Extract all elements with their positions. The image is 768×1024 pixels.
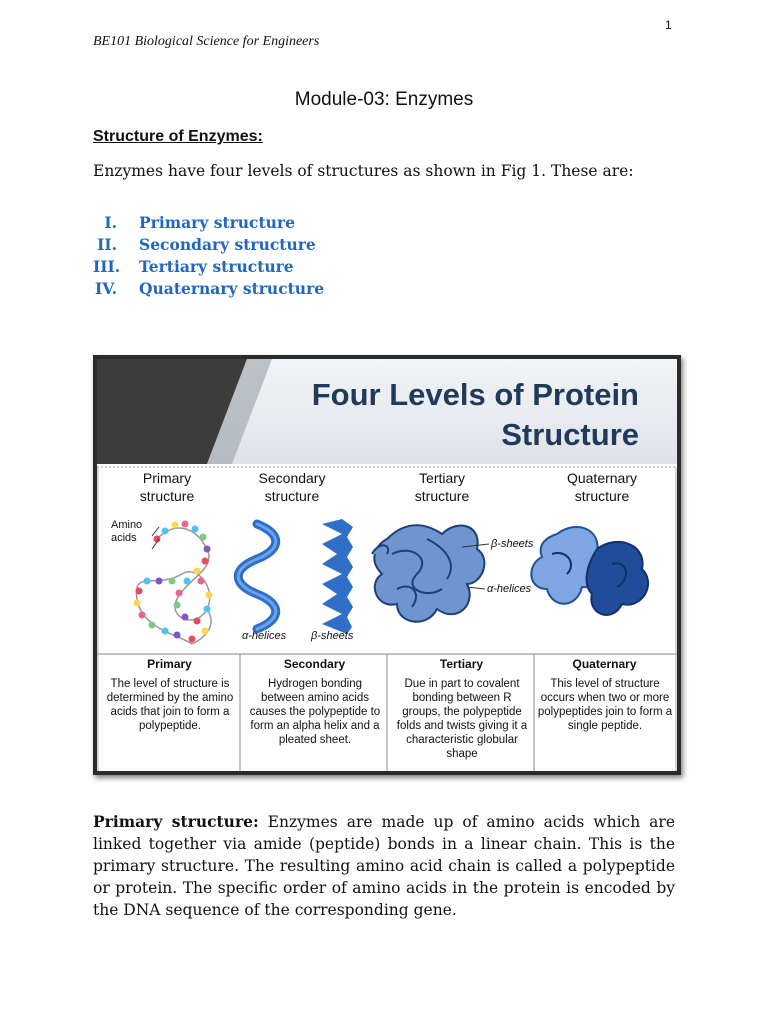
amino-acid-chain-icon [134, 521, 213, 645]
module-title: Module-03: Enzymes [294, 89, 474, 110]
list-item: IV. Quaternary structure [95, 279, 325, 298]
tertiary-beta-label: β-sheets [491, 538, 534, 550]
page-number: 1 [665, 18, 672, 32]
secondary-desc-heading: Secondary [283, 657, 346, 671]
primary-column-heading: Primary structure [139, 470, 195, 504]
primary-structure-paragraph [93, 811, 675, 921]
structure-levels-list [93, 213, 324, 301]
tertiary-desc-heading: Tertiary [439, 657, 484, 671]
list-item: II. Secondary structure [97, 235, 316, 254]
secondary-column-heading: Secondary structure [258, 470, 326, 504]
paragraph-lead: Primary structure: [93, 812, 259, 831]
figure-title: Four Levels of Protein Structure [311, 377, 639, 452]
paragraph-text: Enzymes are made up of amino acids which are linked together via amide (peptide) bonds in a linear chain. This is the primary structure. The resulting amino acid chain is called a polypeptide or protein. The specific order of amino acids in the protein is encoded by the DNA sequence of the corresponding gene. [93, 813, 675, 919]
list-item: I. Primary structure [104, 213, 295, 232]
list-item: III. Tertiary structure [93, 257, 294, 276]
quaternary-complex-icon [531, 527, 648, 615]
quaternary-desc-heading: Quaternary [572, 657, 637, 671]
tertiary-column-heading: Tertiary structure [414, 470, 470, 504]
quaternary-column-heading: Quaternary structure [566, 470, 638, 504]
alpha-helices-label: α-helices [242, 630, 287, 642]
section-title: Structure of Enzymes: [93, 128, 263, 145]
primary-desc-heading: Primary [147, 657, 192, 671]
tertiary-description: Due in part to covalent bonding between R groups, the polypeptide folds and twists giving it a characteristic globular shape [396, 678, 528, 760]
tertiary-fold-icon [372, 525, 489, 621]
protein-structure-figure [93, 355, 681, 775]
amino-acids-label: Amino acids [111, 519, 143, 544]
quaternary-description: This level of structure occurs when two or more polypeptides join to form a single peptide. [537, 678, 673, 732]
secondary-description: Hydrogen bonding between amino acids causes the polypeptide to form an alpha helix and a pleated sheet. [249, 678, 381, 746]
intro-paragraph: Enzymes have four levels of structures as shown in Fig 1. These are: [93, 162, 634, 180]
beta-sheets-label: β-sheets [311, 630, 354, 642]
running-header: BE101 Biological Science for Engineers [93, 34, 320, 49]
alpha-helix-icon [238, 524, 276, 629]
beta-sheet-icon [322, 519, 353, 634]
tertiary-alpha-label: α-helices [487, 583, 532, 595]
primary-description: The level of structure is determined by the amino acids that join to form a polypeptide. [106, 678, 234, 732]
